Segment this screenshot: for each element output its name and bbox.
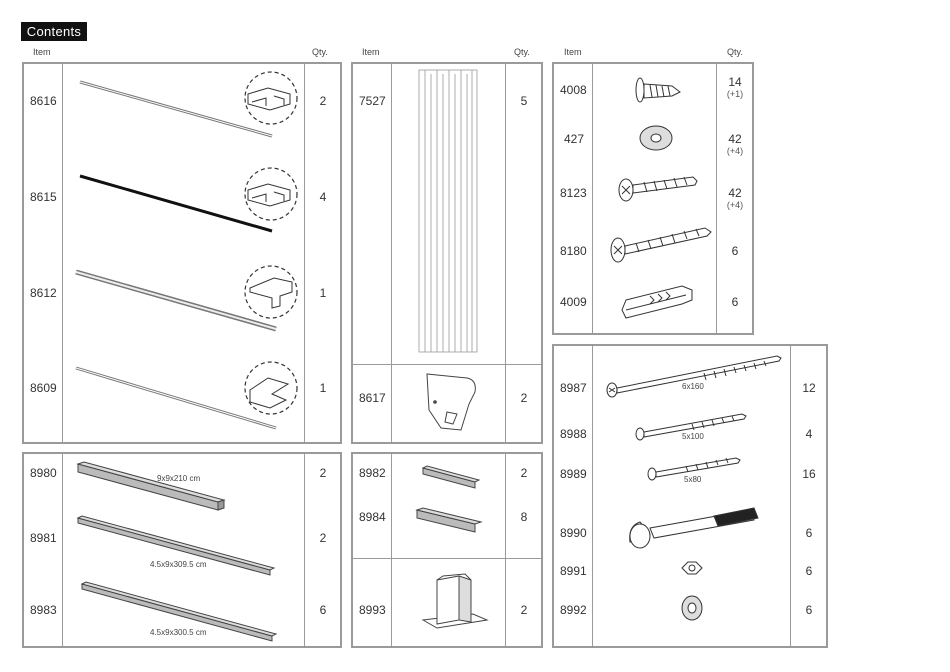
bolt-drawings	[554, 346, 826, 646]
anchor-4009-image	[622, 286, 692, 318]
dimension-label: 4.5x9x300.5 cm	[150, 628, 207, 637]
item-qty: 8	[520, 510, 528, 524]
screw-8123-image	[619, 177, 697, 201]
parts-box-panels	[351, 62, 543, 444]
item-number: 8617	[359, 391, 386, 405]
panel-7527-image	[419, 70, 477, 352]
qty-spare: (+4)	[726, 200, 744, 210]
item-number: 8993	[359, 603, 386, 617]
item-number: 8981	[30, 531, 57, 545]
carriage-bolt-8990-image	[630, 508, 758, 548]
dimension-label: 9x9x210 cm	[157, 474, 201, 483]
item-qty: 6	[805, 526, 813, 540]
panel-drawings	[353, 64, 541, 442]
profile-8616-image	[80, 72, 297, 136]
item-qty: 2	[520, 391, 528, 405]
beam-8983-image	[82, 582, 276, 641]
qty-value: 14	[728, 75, 742, 89]
profile-8615-image	[80, 168, 297, 231]
item-qty: 4	[805, 427, 813, 441]
item-number: 8984	[359, 510, 386, 524]
item-number: 8990	[560, 526, 587, 540]
bracket-8617-image	[427, 374, 475, 430]
screw-8180-image	[611, 228, 711, 262]
item-qty: 2	[319, 531, 327, 545]
qty-spare: (+1)	[726, 89, 744, 99]
parts-box-bolts	[552, 344, 828, 648]
washer-427-image	[640, 126, 672, 150]
qty-value: 42	[728, 132, 742, 146]
item-qty: 1	[319, 286, 327, 300]
fastener-drawings	[554, 64, 752, 333]
profile-drawings	[24, 64, 340, 442]
item-qty: 2	[520, 466, 528, 480]
dimension-label: 5x80	[684, 475, 702, 484]
item-number: 8992	[560, 603, 587, 617]
item-qty: 6	[731, 244, 739, 258]
parts-box-supports	[351, 452, 543, 648]
beam-8980-image	[78, 462, 224, 510]
item-qty: 5	[520, 94, 528, 108]
parts-box-timber	[22, 452, 342, 648]
dimension-label: 4.5x9x309.5 cm	[150, 560, 207, 569]
item-number: 8612	[30, 286, 57, 300]
qty-value: 42	[728, 186, 742, 200]
nut-8991-image	[682, 562, 702, 574]
screw-4008-image	[636, 78, 680, 102]
header-qty-2: Qty.	[514, 47, 530, 57]
parts-box-fasteners	[552, 62, 754, 335]
washer-8992-image	[682, 596, 702, 620]
item-number: 8983	[30, 603, 57, 617]
qty-spare: (+4)	[726, 146, 744, 156]
post-base-8993-image	[423, 574, 487, 628]
item-qty: 6	[805, 603, 813, 617]
dimension-label: 6x160	[682, 382, 704, 391]
item-number: 8180	[560, 244, 587, 258]
block-8982-image	[423, 466, 479, 488]
item-number: 4008	[560, 83, 587, 97]
screw-8989-image	[648, 458, 740, 480]
beam-8981-image	[78, 516, 274, 575]
item-number: 8123	[560, 186, 587, 200]
item-qty: 6	[731, 295, 739, 309]
item-qty: 6	[805, 564, 813, 578]
item-number: 8616	[30, 94, 57, 108]
screw-8987-image	[607, 356, 781, 397]
item-qty: 4	[319, 190, 327, 204]
profile-8612-image	[76, 266, 297, 329]
item-qty: 6	[319, 603, 327, 617]
item-number: 8609	[30, 381, 57, 395]
profile-8609-image	[76, 362, 297, 428]
item-number: 8991	[560, 564, 587, 578]
item-number: 427	[564, 132, 585, 146]
item-number: 8980	[30, 466, 57, 480]
header-item-2: Item	[362, 47, 380, 57]
header-qty-1: Qty.	[312, 47, 328, 57]
item-qty: 2	[520, 603, 528, 617]
dimension-label: 5x100	[682, 432, 704, 441]
item-number: 8987	[560, 381, 587, 395]
item-number: 4009	[560, 295, 587, 309]
item-number: 8989	[560, 467, 587, 481]
item-number: 7527	[359, 94, 386, 108]
header-item-1: Item	[33, 47, 51, 57]
contents-title: Contents	[21, 22, 87, 41]
item-qty: 2	[319, 94, 327, 108]
support-drawings	[353, 454, 541, 646]
parts-box-profiles	[22, 62, 342, 444]
header-qty-3: Qty.	[727, 47, 743, 57]
item-qty: 2	[319, 466, 327, 480]
item-number: 8988	[560, 427, 587, 441]
block-8984-image	[417, 508, 481, 532]
item-qty: 16	[802, 467, 816, 481]
screw-8988-image	[636, 414, 746, 440]
item-number: 8615	[30, 190, 57, 204]
item-qty: 12	[802, 381, 816, 395]
item-number: 8982	[359, 466, 386, 480]
header-item-3: Item	[564, 47, 582, 57]
item-qty: 1	[319, 381, 327, 395]
timber-drawings	[24, 454, 340, 646]
